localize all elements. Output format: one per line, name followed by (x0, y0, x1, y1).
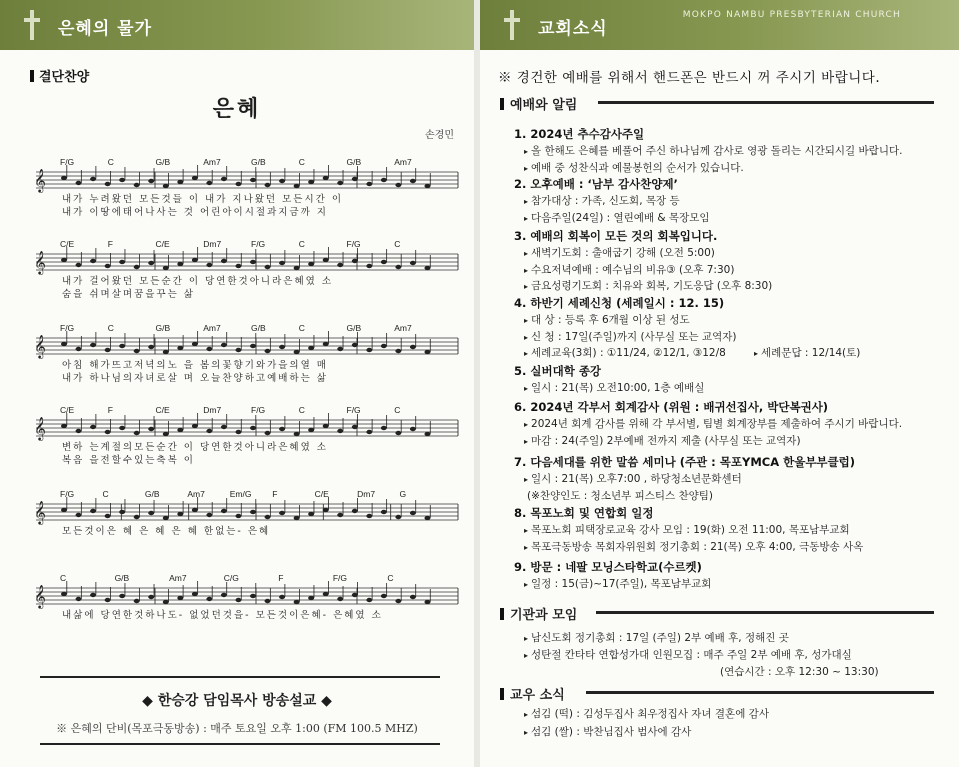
chord-symbol: F/G (60, 489, 75, 499)
note-head (381, 426, 387, 430)
note-head (410, 179, 416, 183)
note-head (308, 346, 314, 350)
note-head (410, 511, 416, 515)
note-head (206, 181, 212, 185)
chord-symbol: C (107, 323, 114, 333)
note-head (61, 508, 67, 512)
diamond-icon: ◆ (142, 693, 158, 709)
lyric-line: 내가 이땅에태어나사는 것 어린아이시절과지금까 지 (62, 207, 328, 218)
note-head (61, 258, 67, 262)
note-head (352, 593, 358, 597)
chord-symbol: C (298, 405, 305, 415)
announcement-line: ▸ 다음주일(24일) : 열린예배 & 목장모임 (524, 211, 710, 224)
note-head (105, 264, 111, 268)
note-head (323, 508, 329, 512)
section-header-worship: 예배와 알림 (500, 94, 577, 113)
note-head (90, 259, 96, 263)
chord-symbol: F (278, 573, 284, 583)
note-head (366, 598, 372, 602)
note-head (395, 599, 401, 603)
chord-symbol: F/G (251, 405, 266, 415)
note-head (250, 426, 256, 430)
member-line: ▸ 섬김 (쌀) : 박찬님집사 범사에 감사 (524, 726, 692, 738)
note-head (294, 184, 300, 188)
note-head (61, 424, 67, 428)
note-head (424, 184, 430, 188)
announcement-line: ▸ 참가대상 : 가족, 신도회, 목장 등 (524, 195, 680, 207)
announcement-line: ▸ 일시 : 21(목) 오후7:00 , 하당청소년문화센터 (524, 473, 742, 485)
chord-symbol: C (102, 489, 109, 499)
note-head (395, 515, 401, 519)
note-head (163, 350, 169, 354)
divider-top (40, 676, 440, 678)
chord-symbol: F/G (60, 157, 75, 167)
note-head (279, 595, 285, 599)
note-head (163, 184, 169, 188)
chord-symbol: G/B (114, 573, 130, 583)
chord-symbol: G/B (346, 323, 362, 333)
announcement-line: ▸ 대 상 : 등록 후 6개월 이상 된 성도 (524, 314, 690, 326)
note-head (294, 266, 300, 270)
chord-symbol: F (272, 489, 278, 499)
note-head (134, 265, 140, 269)
note-head (76, 429, 82, 433)
treble-clef-icon: 𝄞 (34, 416, 46, 440)
treble-clef-icon: 𝄞 (34, 250, 46, 274)
note-head (265, 515, 271, 519)
note-head (134, 515, 140, 519)
announcement-title: 8. 목포노회 및 연합회 일정 (514, 506, 654, 520)
note-head (221, 177, 227, 181)
chord-symbol: C/G (223, 573, 239, 583)
note-head (424, 432, 430, 436)
left-page (0, 0, 474, 767)
announcement-line: ▸ 일정 : 15(금)~17(주일), 목포남부교회 (524, 578, 712, 590)
note-head (265, 265, 271, 269)
chord-symbol: C (394, 239, 401, 249)
note-head (235, 430, 241, 434)
chord-symbol: C/E (60, 239, 75, 249)
note-head (90, 425, 96, 429)
lyric-line: 내가 걸어왔던 모든순간 이 당연한것아니라은혜였 소 (62, 276, 333, 287)
announcement-line: ▸ 새벽기도회 : 출애굽기 강해 (오전 5:00) (524, 247, 715, 259)
note-head (294, 432, 300, 436)
note-head (352, 259, 358, 263)
announcement-line: ▸ 금요성령기도회 : 치유와 회복, 기도응답 (오후 8:30) (524, 280, 773, 292)
announcement-line: ▸ 올 한해도 은혜를 베풀어 주신 하나님께 감사로 영광 돌리는 시간되시길 바랍니다. (524, 145, 903, 157)
chord-symbol: G/B (155, 323, 171, 333)
note-head (352, 509, 358, 513)
lyric-line: 변하 는계절의모든순간 이 당연한것아니라은혜였 소 (62, 442, 328, 453)
broadcast-title: ◆ 한승강 담임목사 방송설교 ◆ (142, 693, 332, 709)
note-head (134, 183, 140, 187)
note-head (265, 599, 271, 603)
announcement-title: 6. 2024년 각부서 회계감사 (위원 : 배귀선집사, 박단복권사) (514, 400, 829, 414)
note-head (163, 600, 169, 604)
chord-symbol: C (298, 157, 305, 167)
note-head (366, 514, 372, 518)
note-head (235, 182, 241, 186)
note-head (381, 510, 387, 514)
note-head (119, 344, 125, 348)
section-label-hymn: 결단찬양 (30, 66, 89, 85)
note-head (366, 182, 372, 186)
chord-symbol: F/G (251, 239, 266, 249)
note-head (294, 350, 300, 354)
chord-symbol: G/B (155, 157, 171, 167)
announcement-title: 2. 오후예배 : ‘남부 감사찬양제’ (514, 177, 678, 191)
chord-symbol: Am7 (203, 323, 221, 333)
chord-symbol: C (387, 573, 394, 583)
note-head (148, 179, 154, 183)
note-head (148, 595, 154, 599)
announcement-title: 4. 하반기 세례신청 (세례일시 : 12. 15) (514, 296, 725, 310)
note-head (177, 180, 183, 184)
note-head (410, 261, 416, 265)
note-head (148, 511, 154, 515)
note-head (395, 431, 401, 435)
note-head (105, 182, 111, 186)
chord-symbol: Dm7 (203, 239, 222, 249)
note-head (61, 342, 67, 346)
note-head (206, 347, 212, 351)
note-head (177, 428, 183, 432)
note-head (250, 260, 256, 264)
chord-symbol: C (298, 323, 305, 333)
cross-icon (504, 10, 520, 40)
chord-symbol: F/G (346, 239, 361, 249)
note-head (90, 509, 96, 513)
lyric-line: 복음 을전할수있는축복 이 (62, 455, 195, 466)
diamond-icon: ◆ (316, 693, 332, 709)
note-head (337, 597, 343, 601)
chord-symbol: G/B (346, 157, 362, 167)
note-head (221, 343, 227, 347)
note-head (323, 342, 329, 346)
chord-symbol: Dm7 (203, 405, 222, 415)
note-head (308, 180, 314, 184)
chord-symbol: C/E (155, 239, 170, 249)
note-head (235, 264, 241, 268)
note-head (424, 350, 430, 354)
chord-symbol: C (60, 573, 67, 583)
treble-clef-icon: 𝄞 (34, 334, 46, 358)
note-head (105, 348, 111, 352)
note-head (76, 513, 82, 517)
note-head (279, 261, 285, 265)
note-head (250, 344, 256, 348)
chord-symbol: Am7 (394, 323, 412, 333)
note-head (192, 424, 198, 428)
note-head (323, 592, 329, 596)
note-head (177, 512, 183, 516)
note-head (381, 260, 387, 264)
chord-symbol: Em/G (229, 489, 252, 499)
note-head (250, 178, 256, 182)
note-head (265, 349, 271, 353)
announcement-line: (※찬양인도 : 청소년부 피스티스 찬양팀) (527, 489, 714, 502)
note-head (192, 508, 198, 512)
note-head (410, 427, 416, 431)
note-head (381, 344, 387, 348)
chord-symbol: F (107, 239, 113, 249)
note-head (90, 593, 96, 597)
note-head (163, 516, 169, 520)
note-head (119, 594, 125, 598)
note-head (119, 510, 125, 514)
chord-symbol: Dm7 (357, 489, 376, 499)
note-head (177, 262, 183, 266)
note-head (294, 516, 300, 520)
note-head (410, 595, 416, 599)
note-head (105, 514, 111, 518)
chord-symbol: C/E (155, 405, 170, 415)
note-head (366, 430, 372, 434)
note-head (337, 513, 343, 517)
note-head (323, 176, 329, 180)
note-head (163, 432, 169, 436)
section-header-members: 교우 소식 (500, 684, 565, 703)
group-line: (연습시간 : 오후 12:30 ~ 13:30) (720, 666, 879, 678)
note-head (221, 425, 227, 429)
lyric-line: 내삶에 당연한것하나도- 없었던것을- 모든것이은혜- 은혜였 소 (62, 610, 383, 621)
note-head (235, 598, 241, 602)
chord-symbol: C/E (314, 489, 329, 499)
composer-name: 손경민 (425, 130, 454, 141)
note-head (221, 509, 227, 513)
chord-symbol: F/G (346, 405, 361, 415)
chord-symbol: F/G (60, 323, 75, 333)
chord-symbol: C (298, 239, 305, 249)
announcement-line: ▸ 예배 중 성찬식과 예물봉헌의 순서가 있습니다. (524, 161, 744, 174)
chord-symbol: G/B (251, 323, 266, 333)
church-name: MOKPO NAMBU PRESBYTERIAN CHURCH (682, 10, 901, 20)
announcement-line: ▸ 세례교육(3회) : ①11/24, ②12/1, ③12/8 (524, 347, 726, 359)
announcement-title: 9. 방문 : 네팔 모닝스타학교(수르켓) (514, 560, 702, 574)
note-head (294, 600, 300, 604)
lyric-line: 내가 하나님의자녀로살 며 오늘찬양하고예배하는 삶 (62, 373, 328, 384)
note-head (308, 596, 314, 600)
note-head (381, 178, 387, 182)
note-head (148, 427, 154, 431)
note-head (250, 510, 256, 514)
phone-notice: ※ 경건한 예배를 위해서 핸드폰은 반드시 꺼 주시기 바랍니다. (498, 70, 881, 86)
announcement-line: ▸ 마감 : 24(주일) 2부예배 전까지 제출 (사무실 또는 교역자) (524, 434, 801, 447)
note-head (279, 345, 285, 349)
note-head (279, 427, 285, 431)
lyric-line: 숨을 쉬며살며꿈을꾸는 삶 (62, 289, 195, 300)
announcement-title: 1. 2024년 추수감사주일 (514, 127, 645, 141)
note-head (119, 260, 125, 264)
group-line: ▸ 성탄절 칸타타 연합성가대 인원모집 : 매주 주일 2부 예배 후, 성가대실 (524, 649, 852, 661)
note-head (395, 183, 401, 187)
section-rule (596, 611, 934, 614)
note-head (206, 597, 212, 601)
chord-symbol: Am7 (187, 489, 205, 499)
note-head (119, 426, 125, 430)
note-head (308, 428, 314, 432)
right-header-title: 교회소식 (538, 19, 608, 39)
note-head (148, 261, 154, 265)
note-head (76, 597, 82, 601)
sheet-music (0, 0, 474, 680)
chord-symbol: G/B (251, 157, 266, 167)
note-head (424, 516, 430, 520)
note-head (323, 258, 329, 262)
note-head (235, 514, 241, 518)
note-head (381, 594, 387, 598)
note-head (148, 345, 154, 349)
note-head (410, 345, 416, 349)
note-head (76, 263, 82, 267)
note-head (192, 592, 198, 596)
chord-symbol: F/G (332, 573, 348, 583)
chord-symbol: Am7 (203, 157, 221, 167)
note-head (221, 259, 227, 263)
divider-bottom (40, 743, 440, 745)
announcement-line: ▸ 일시 : 21(목) 오전10:00, 1층 예배실 (524, 382, 705, 394)
note-head (134, 599, 140, 603)
chord-symbol: Am7 (169, 573, 187, 583)
announcement-title: 7. 다음세대를 위한 말씀 세미나 (주관 : 목포YMCA 한울부부클럽) (514, 455, 856, 469)
announcement-line: ▸ 2024년 회계 감사를 위해 각 부서별, 팀별 회계장부를 제출하여 주시기 바랍니다. (524, 418, 903, 430)
section-header-groups: 기관과 모임 (500, 604, 577, 623)
chord-symbol: C/E (60, 405, 75, 415)
note-head (90, 343, 96, 347)
section-rule (598, 101, 934, 104)
note-head (337, 429, 343, 433)
note-head (265, 431, 271, 435)
note-head (134, 431, 140, 435)
note-head (192, 342, 198, 346)
note-head (424, 266, 430, 270)
note-head (366, 264, 372, 268)
note-head (177, 596, 183, 600)
note-head (352, 343, 358, 347)
note-head (206, 513, 212, 517)
note-head (163, 266, 169, 270)
note-head (192, 258, 198, 262)
chord-symbol: F (107, 405, 113, 415)
treble-clef-icon: 𝄞 (34, 500, 46, 524)
announcement-title: 3. 예배의 회복이 모든 것의 회복입니다. (514, 229, 718, 243)
announcement-line: ▸ 수요저녁예배 : 예수님의 비유③ (오후 7:30) (524, 263, 735, 276)
note-head (250, 594, 256, 598)
note-head (352, 177, 358, 181)
note-head (105, 598, 111, 602)
note-head (76, 347, 82, 351)
chord-symbol: C (107, 157, 114, 167)
note-head (119, 178, 125, 182)
chord-symbol: Am7 (394, 157, 412, 167)
announcement-line: ▸ 목포노회 피택장로교육 강사 모임 : 19(화) 오전 11:00, 목포남부교회 (524, 524, 850, 536)
note-head (221, 593, 227, 597)
right-header-banner (480, 0, 959, 50)
chord-symbol: G/B (144, 489, 160, 499)
treble-clef-icon: 𝄞 (34, 168, 46, 192)
note-head (337, 263, 343, 267)
note-head (308, 512, 314, 516)
hymn-title: 은혜 (212, 97, 262, 122)
announcement-line: ▸ 목포극동방송 목회자위원회 정기총회 : 21(목) 오후 4:00, 극동방송 사옥 (524, 540, 864, 553)
note-head (76, 181, 82, 185)
chord-symbol: C (394, 405, 401, 415)
note-head (424, 600, 430, 604)
note-head (279, 511, 285, 515)
note-head (395, 349, 401, 353)
note-head (337, 181, 343, 185)
note-head (352, 425, 358, 429)
note-head (61, 592, 67, 596)
broadcast-schedule: ※ 은혜의 단비(목포극동방송) : 매주 토요일 오후 1:00 (FM 100.5 MHZ) (56, 722, 418, 735)
section-rule (586, 691, 934, 694)
announcement-title: 5. 실버대학 종강 (514, 364, 602, 378)
treble-clef-icon: 𝄞 (34, 584, 46, 608)
chord-symbol: G (399, 489, 407, 499)
note-head (90, 177, 96, 181)
note-head (337, 347, 343, 351)
note-head (395, 265, 401, 269)
lyric-line: 내가 누려왔던 모든것들 이 내가 지나왔던 모든시간 이 (62, 194, 344, 205)
note-head (177, 346, 183, 350)
group-line: ▸ 남신도회 정기총회 : 17일 (주일) 2부 예배 후, 정해진 곳 (524, 632, 789, 644)
note-head (206, 263, 212, 267)
left-header-title: 은혜의 물가 (58, 19, 153, 39)
lyric-line: 아침 해가뜨고저녁의노 을 봄의꽃향기와가을의열 매 (62, 360, 328, 371)
note-head (192, 176, 198, 180)
note-head (366, 348, 372, 352)
announcement-line: ▸ 신 청 : 17일(주일)까지 (사무실 또는 교역자) (524, 330, 737, 343)
announcement-line: ▸ 세례문답 : 12/14(토) (754, 347, 861, 359)
note-head (265, 183, 271, 187)
note-head (308, 262, 314, 266)
note-head (105, 430, 111, 434)
note-head (235, 348, 241, 352)
note-head (134, 349, 140, 353)
member-line: ▸ 섬김 (떡) : 김성두집사 최우정집사 자녀 결혼에 감사 (524, 708, 769, 720)
note-head (206, 429, 212, 433)
note-head (61, 176, 67, 180)
note-head (323, 424, 329, 428)
note-head (279, 179, 285, 183)
lyric-line: 모든것이은 혜 은 혜 은 혜 한없는- 은혜 (62, 526, 271, 537)
